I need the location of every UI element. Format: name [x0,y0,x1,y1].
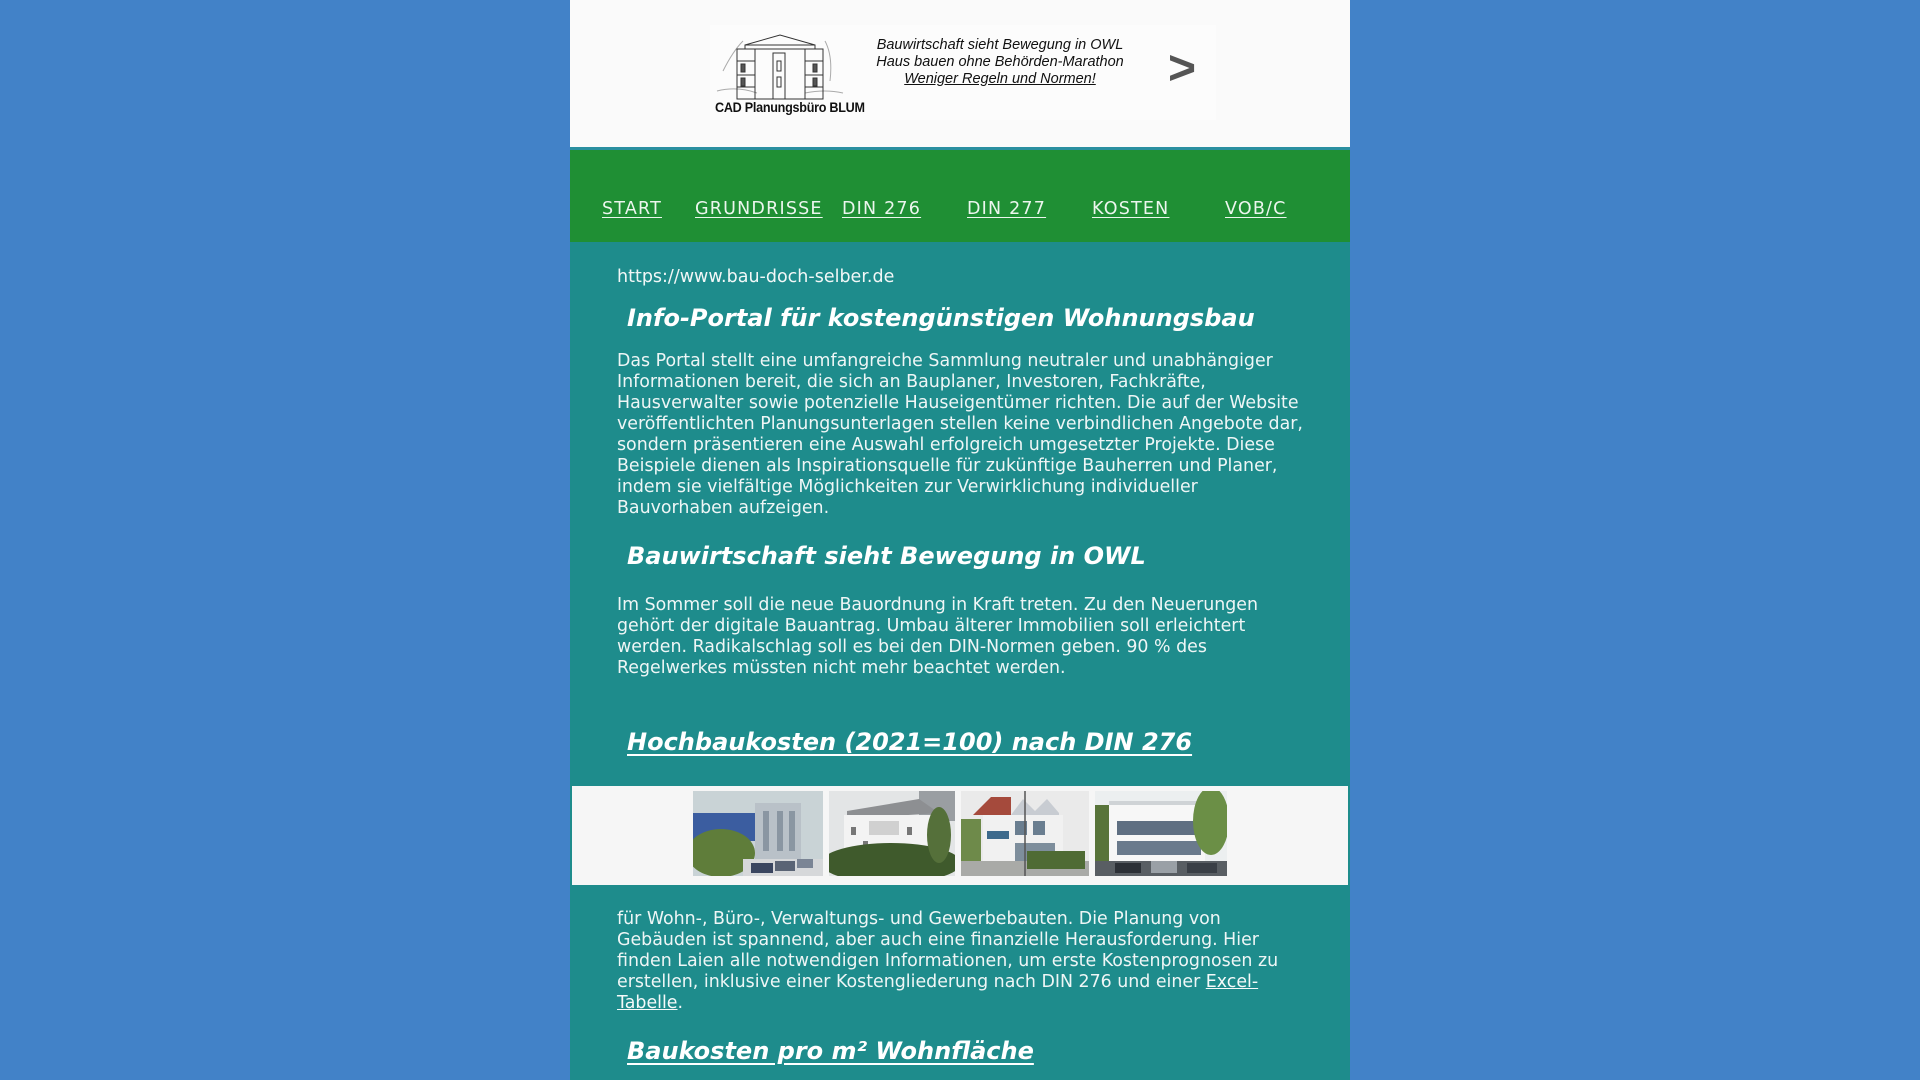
news-paragraph: Im Sommer soll die neue Bauordnung in Kraft treten. Zu den Neuerungen gehört der digitale Bauantrag. Umbau älterer Immobilien soll erleichtert werden. Radikalschlag soll es bei den DIN-Normen geben. 90 % des Regelwerkes müssten nicht mehr beachtet werden. [617,595,1259,678]
header [570,0,1350,148]
photo-red-roof-house-image [961,791,1089,876]
photo-office-building[interactable] [693,791,823,876]
banner-line-1: Bauwirtschaft sieht Bewegung in OWL [876,37,1124,53]
page-container [570,0,1350,1080]
site-url: https://www.bau-doch-selber.de [617,267,895,287]
costs-paragraph [617,909,1307,1014]
nav-item-grundrisse[interactable]: GRUNDRISSE [695,199,823,219]
nav-item-kosten[interactable]: KOSTEN [1092,199,1170,219]
chevron-right-icon[interactable]: > [1168,42,1197,95]
photo-red-roof-house[interactable] [961,791,1089,876]
banner-headline [860,37,1140,88]
heading-baukosten-link[interactable]: Baukosten pro m² Wohnfläche [627,1037,1034,1065]
photo-office-building-image [693,791,823,876]
nav-item-din-276[interactable]: DIN 276 [842,199,922,219]
building-sketch-icon [715,31,845,103]
main-nav [570,150,1350,242]
intro-paragraph: Das Portal stellt eine umfangreiche Sammlung neutraler und unabhängiger Informationen bereit, die sich an Bauplaner, Investoren, Fachkräfte, Hausverwalter sowie potenzielle Hauseigentümer richten. Die auf der Website veröffentlichten Planungsunterlagen stellen keine verbindlichen Angebote dar, sondern präsentieren eine Auswahl erfolgreich umgesetzter Projekte. Diese Beispiele dienen als Inspirationsquelle für zukünftige Bauherren und Planer, indem sie vielfältige Möglichkeiten zur Verwirklichung individueller Bauvorhaben aufzeigen. [617,351,1303,518]
costs-paragraph-text: für Wohn-, Büro-, Verwaltungs- und Gewerbebauten. Die Planung von Gebäuden ist spannend, aber auch eine finanzielle Herausforderung. Hier finden Laien alle notwendigen Informationen, um erste Kostenprognosen zu erstellen, inklusive einer Kostengliederung nach DIN 276 und einer [617,909,1279,992]
banner-line-2: Haus bauen ohne Behörden-Marathon [876,54,1124,70]
photo-strip [572,786,1348,885]
banner-logo-text: CAD Planungsbüro BLUM [715,99,865,115]
banner-image[interactable] [710,25,1216,120]
heading-hochbaukosten-link[interactable]: Hochbaukosten (2021=100) nach DIN 276 [627,728,1193,756]
nav-item-vob-c[interactable]: VOB/C [1225,199,1287,219]
photo-modern-office-image [1095,791,1227,876]
banner-line-3: Weniger Regeln und Normen! [904,71,1096,87]
costs-paragraph-end: . [677,993,684,1013]
photo-apartment-house-image [829,791,955,876]
nav-item-din-277[interactable]: DIN 277 [967,199,1047,219]
photo-modern-office[interactable] [1095,791,1227,876]
excel-tabelle-link[interactable]: Excel-Tabelle [617,972,1259,1013]
heading-bauwirtschaft: Bauwirtschaft sieht Bewegung in OWL [627,542,1146,570]
nav-item-start[interactable]: START [602,199,662,219]
photo-apartment-house[interactable] [829,791,955,876]
heading-info-portal: Info-Portal für kostengünstigen Wohnungsbau [627,304,1255,332]
